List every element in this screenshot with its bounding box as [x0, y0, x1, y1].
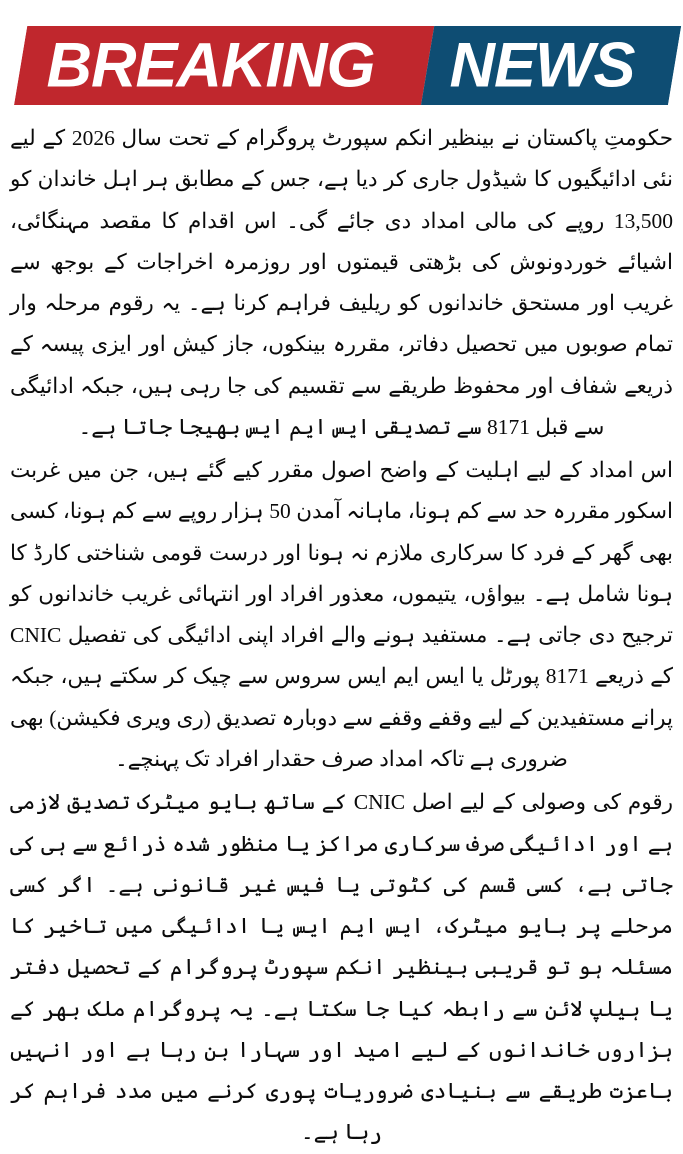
- banner-blue-panel: [421, 26, 681, 105]
- banner-word-breaking: BREAKING: [46, 30, 375, 100]
- banner-word-news: NEWS: [449, 30, 635, 100]
- banner-red-panel: [14, 26, 434, 105]
- banner-shape: [14, 26, 681, 105]
- article-paragraph-2: اس امداد کے لیے اہلیت کے واضح اصول مقرر کیے گئے ہیں، جن میں غربت اسکور مقررہ حد سے کم ہونا، ماہانہ آمدن 50 ہزار روپے سے کم ہونا، کسی بھی گھر کے فرد کا سرکاری ملازم نہ ہونا اور درست قومی شناختی کارڈ کا ہونا شامل ہے۔ بیواؤں، یتیموں، معذور افراد اور انتہائی غریب خاندانوں کو ترجیح دی جاتی ہے۔ مستفید ہونے والے افراد اپنی ادائیگی کی تفصیل CNIC کے ذریعے 8171 پورٹل یا ایس ایم ایس سروس سے چیک کر سکتے ہیں، جبکہ پرانے مستفیدین کے لیے وقفے وقفے سے دوبارہ تصدیق (ری ویری فکیشن) بھی ضروری ہے تاکہ امداد صرف حقدار افراد تک پہنچے۔: [10, 458, 674, 771]
- article-paragraph-3: رقوم کی وصولی کے لیے اصل CNIC کے ساتھ بایو میٹرک تصدیق لازمی ہے اور ادائیگی صرف سرکاری مراکز یا منظور شدہ ذرائع سے ہی کی جاتی ہے، کسی قسم کی کٹوتی یا فیس غیر قانونی ہے۔ اگر کسی مرحلے پر بایو میٹرک، ایس ایم ایس یا ادائیگی میں تاخیر کا مسئلہ ہو تو قریبی بینظیر انکم سپورٹ پروگرام کے تحصیل دفتر یا ہیلپ لائن سے رابطہ کیا جا سکتا ہے۔ یہ پروگرام ملک بھر کے ہزاروں خاندانوں کے لیے امید اور سہارا بن رہا ہے اور انہیں باعزت طریقے سے بنیادی ضروریات پوری کرنے میں مدد فراہم کر رہا ہے۔: [10, 790, 673, 1145]
- breaking-news-banner: [0, 0, 683, 118]
- article-body: [0, 118, 683, 1154]
- article-paragraph-1: حکومتِ پاکستان نے بینظیر انکم سپورٹ پروگرام کے تحت سال 2026 کے لیے نئی ادائیگیوں کا شیڈول جاری کر دیا ہے، جس کے مطابق ہر اہل خاندان کو 13,500 روپے کی مالی امداد دی جائے گی۔ اس اقدام کا مقصد مہنگائی، اشیائے خوردونوش کی بڑھتی قیمتوں اور روزمرہ اخراجات کے بوجھ سے غریب اور مستحق خاندانوں کو ریلیف فراہم کرنا ہے۔ یہ رقوم مرحلہ وار تمام صوبوں میں تحصیل دفاتر، مقررہ بینکوں، جاز کیش اور ایزی پیسہ کے ذریعے شفاف اور محفوظ طریقے سے تقسیم کی جا رہی ہیں، جبکہ ادائیگی سے قبل 8171 سے تصدیقی ایس ایم ایس بھیجا جاتا ہے۔: [10, 126, 673, 439]
